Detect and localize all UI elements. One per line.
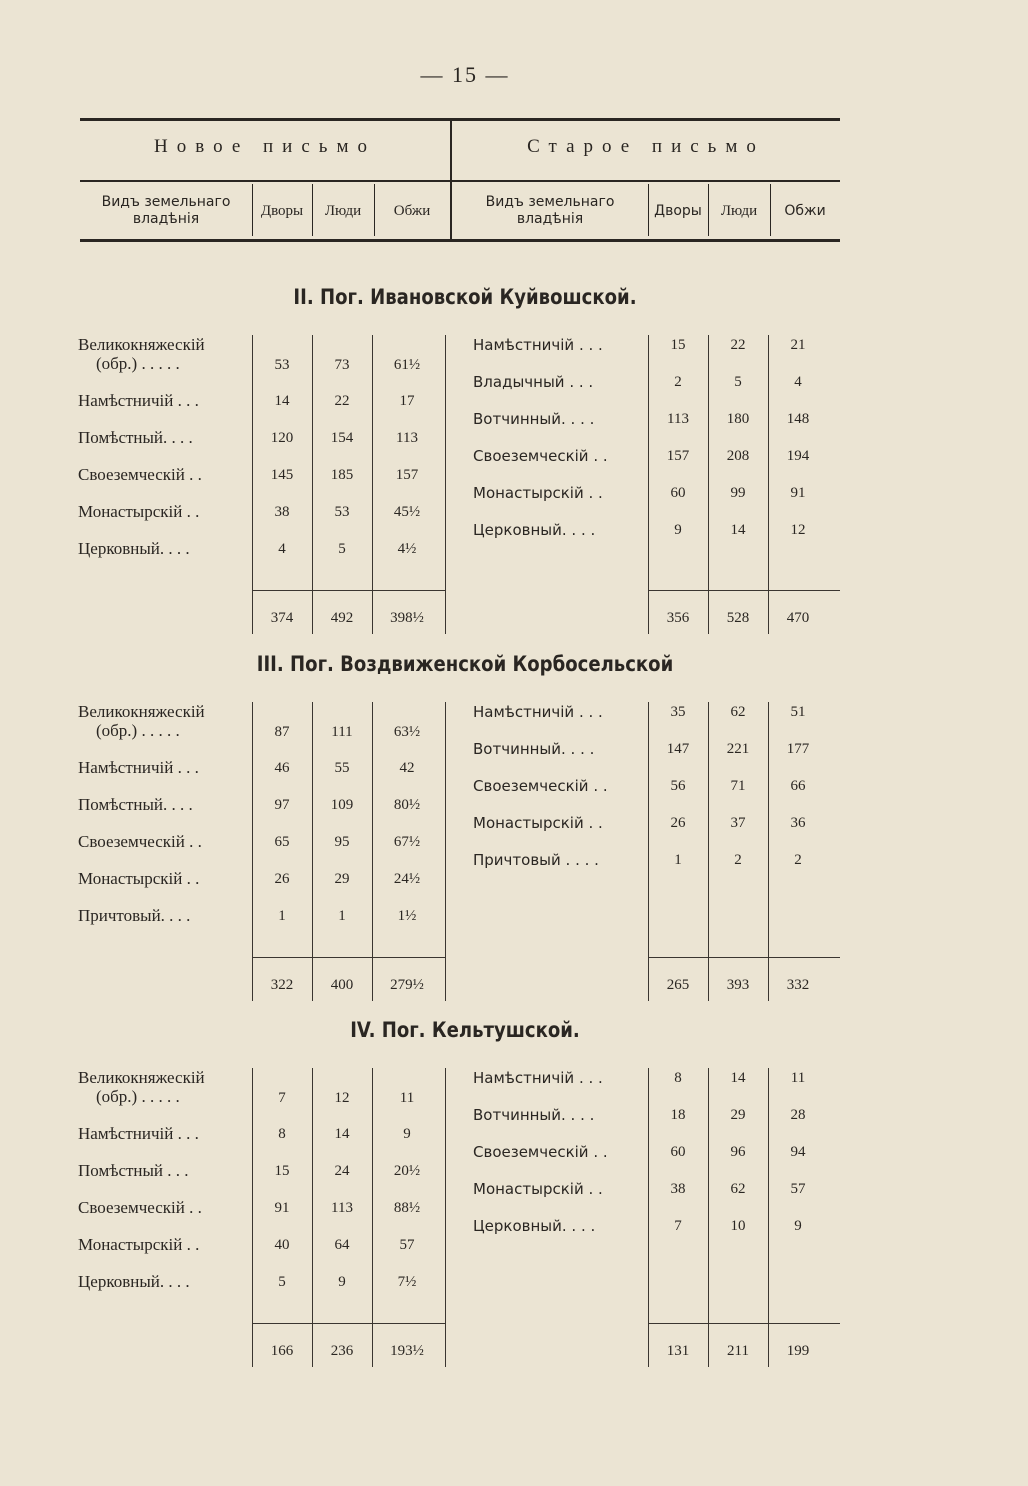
cell-lyudi: 96	[730, 1144, 746, 1160]
row-label: Намѣстничій . . .	[473, 1069, 603, 1087]
header-rule-top	[80, 118, 840, 121]
cell-obzhi: 2	[794, 852, 802, 868]
row-label: Своеземческій . .	[78, 1198, 202, 1217]
row-label: Великокняжескій	[78, 702, 205, 721]
cell-dvory: 8	[278, 1126, 286, 1142]
cell-obzhi: 11	[790, 1070, 806, 1086]
row-label: Церковный. . . .	[78, 539, 190, 558]
header-col-dvory: Дворы	[654, 202, 702, 219]
column-rule	[768, 335, 769, 634]
header-col-dvory: Дворы	[260, 202, 304, 219]
total-rule	[648, 957, 840, 958]
cell-lyudi: 14	[730, 1070, 746, 1086]
cell-obzhi: 67½	[393, 834, 421, 850]
cell-dvory: 113	[667, 411, 689, 427]
cell-dvory: 56	[670, 778, 686, 794]
cell-lyudi: 73	[334, 357, 350, 373]
cell-lyudi: 1	[338, 908, 346, 924]
cell-lyudi: 22	[730, 337, 746, 353]
cell-obzhi: 88½	[393, 1200, 421, 1216]
cell-obzhi: 20½	[393, 1163, 421, 1179]
cell-obzhi: 17	[399, 393, 415, 409]
row-label: Вотчинный. . . .	[473, 1106, 595, 1124]
cell-obzhi: 57	[399, 1237, 415, 1253]
row-label: Помѣстный. . . .	[78, 795, 193, 814]
section-title: IV. Пог. Кельтушской.	[350, 1018, 580, 1042]
row-label: Церковный. . . .	[78, 1272, 190, 1291]
row-label: Своеземческій . .	[473, 447, 608, 465]
column-rule	[312, 702, 313, 1001]
cell-dvory: 53	[274, 357, 290, 373]
cell-dvory: 26	[274, 871, 290, 887]
cell-dvory: 65	[274, 834, 290, 850]
cell-lyudi: 154	[330, 430, 354, 446]
cell-obzhi: 80½	[393, 797, 421, 813]
cell-obzhi: 28	[790, 1107, 806, 1123]
cell-obzhi: 66	[790, 778, 806, 794]
cell-dvory: 157	[666, 448, 690, 464]
cell-obzhi: 24½	[393, 871, 421, 887]
cell-dvory: 38	[670, 1181, 686, 1197]
header-rule-middle	[80, 180, 840, 182]
header-col-lyudi: Люди	[720, 202, 758, 219]
cell-lyudi: 62	[730, 704, 746, 720]
cell-dvory: 15	[274, 1163, 290, 1179]
row-label: Намѣстничій . . .	[78, 758, 199, 777]
cell-lyudi: 64	[334, 1237, 350, 1253]
row-label: Владычный . . .	[473, 373, 594, 391]
total-obzhi: 470	[786, 610, 810, 626]
total-lyudi: 528	[726, 610, 750, 626]
total-obzhi: 332	[786, 977, 810, 993]
total-dvory: 131	[666, 1343, 690, 1359]
section-table	[0, 335, 1028, 635]
cell-dvory: 1	[674, 852, 682, 868]
cell-lyudi: 95	[334, 834, 350, 850]
cell-lyudi: 99	[730, 485, 746, 501]
cell-dvory: 97	[274, 797, 290, 813]
cell-lyudi: 29	[730, 1107, 746, 1123]
total-lyudi: 492	[330, 610, 354, 626]
header-col-kind: Видъ земельнаго владѣнія	[101, 194, 231, 227]
column-rule	[648, 1068, 649, 1367]
cell-lyudi: 22	[334, 393, 350, 409]
row-label: Причтовый . . . .	[473, 851, 599, 869]
cell-lyudi: 180	[726, 411, 750, 427]
column-rule	[312, 335, 313, 634]
cell-dvory: 145	[270, 467, 294, 483]
cell-dvory: 5	[278, 1274, 286, 1290]
cell-obzhi: 94	[790, 1144, 806, 1160]
row-label: Монастырскій . .	[78, 869, 200, 888]
cell-lyudi: 9	[338, 1274, 346, 1290]
row-label: Монастырскій . .	[78, 1235, 200, 1254]
cell-lyudi: 24	[334, 1163, 350, 1179]
cell-obzhi: 4	[794, 374, 802, 390]
cell-dvory: 120	[270, 430, 294, 446]
header-col-obzhi: Обжи	[393, 202, 431, 219]
total-dvory: 322	[270, 977, 294, 993]
total-dvory: 166	[270, 1343, 294, 1359]
total-rule	[648, 1323, 840, 1324]
row-label: Монастырскій . .	[473, 484, 603, 502]
row-label: Своеземческій . .	[473, 777, 608, 795]
row-label: Своеземческій . .	[78, 465, 202, 484]
cell-obzhi: 12	[790, 522, 806, 538]
cell-dvory: 1	[278, 908, 286, 924]
cell-lyudi: 71	[730, 778, 746, 794]
cell-lyudi: 62	[730, 1181, 746, 1197]
cell-dvory: 9	[674, 522, 682, 538]
header-col-lyudi: Люди	[324, 202, 362, 219]
cell-lyudi: 10	[730, 1218, 746, 1234]
cell-lyudi: 185	[330, 467, 354, 483]
cell-obzhi: 9	[403, 1126, 411, 1142]
row-label: Намѣстничій . . .	[78, 1124, 199, 1143]
column-rule	[445, 1068, 446, 1367]
cell-lyudi: 2	[734, 852, 742, 868]
total-obzhi: 193½	[390, 1343, 424, 1359]
cell-dvory: 147	[666, 741, 690, 757]
cell-obzhi: 42	[399, 760, 415, 776]
column-rule	[708, 702, 709, 1001]
row-label: Причтовый. . . .	[78, 906, 191, 925]
cell-lyudi: 55	[334, 760, 350, 776]
row-label: Монастырскій . .	[473, 814, 603, 832]
cell-dvory: 8	[674, 1070, 682, 1086]
cell-obzhi: 11	[399, 1090, 415, 1106]
column-rule	[445, 702, 446, 1001]
row-label: Вотчинный. . . .	[473, 740, 595, 758]
column-rule	[445, 335, 446, 634]
cell-lyudi: 5	[734, 374, 742, 390]
total-lyudi: 211	[727, 1343, 749, 1359]
cell-obzhi: 61½	[393, 357, 421, 373]
cell-dvory: 38	[274, 504, 290, 520]
section-title: III. Пог. Воздвиженской Корбосельской	[256, 652, 674, 676]
column-rule	[252, 1068, 253, 1367]
row-label: Намѣстничій . . .	[78, 391, 199, 410]
total-dvory: 265	[666, 977, 690, 993]
column-rule	[648, 702, 649, 1001]
row-label: (обр.) . . . . .	[96, 1087, 180, 1106]
cell-lyudi: 37	[730, 815, 746, 831]
cell-obzhi: 45½	[393, 504, 421, 520]
row-label: (обр.) . . . . .	[96, 721, 180, 740]
cell-obzhi: 4½	[397, 541, 417, 557]
cell-lyudi: 5	[338, 541, 346, 557]
cell-obzhi: 148	[786, 411, 810, 427]
section-title: II. Пог. Ивановской Куйвошской.	[293, 285, 637, 309]
section-table	[0, 1068, 1028, 1368]
cell-lyudi: 12	[334, 1090, 350, 1106]
column-rule	[312, 1068, 313, 1367]
cell-lyudi: 53	[334, 504, 350, 520]
cell-lyudi: 111	[331, 724, 353, 740]
cell-dvory: 15	[670, 337, 686, 353]
row-label: Помѣстный. . . .	[78, 428, 193, 447]
cell-dvory: 40	[274, 1237, 290, 1253]
total-lyudi: 400	[330, 977, 354, 993]
total-rule	[252, 957, 445, 958]
cell-lyudi: 221	[726, 741, 750, 757]
cell-dvory: 7	[674, 1218, 682, 1234]
row-label: Великокняжескій	[78, 1068, 205, 1087]
cell-obzhi: 36	[790, 815, 806, 831]
cell-obzhi: 57	[790, 1181, 806, 1197]
cell-obzhi: 51	[790, 704, 806, 720]
header-old-letter: Старое письмо	[527, 136, 765, 157]
cell-obzhi: 157	[395, 467, 419, 483]
total-lyudi: 393	[726, 977, 750, 993]
header-col-obzhi: Обжи	[784, 202, 826, 219]
header-new-letter: Новое письмо	[154, 136, 376, 157]
row-label: Церковный. . . .	[473, 1217, 596, 1235]
column-rule	[768, 1068, 769, 1367]
cell-obzhi: 1½	[397, 908, 417, 924]
cell-dvory: 7	[278, 1090, 286, 1106]
column-rule	[648, 335, 649, 634]
column-rule	[372, 1068, 373, 1367]
row-label: Великокняжескій	[78, 335, 205, 354]
column-rule	[708, 1068, 709, 1367]
cell-dvory: 87	[274, 724, 290, 740]
cell-dvory: 2	[674, 374, 682, 390]
cell-obzhi: 9	[794, 1218, 802, 1234]
cell-lyudi: 14	[730, 522, 746, 538]
total-lyudi: 236	[330, 1343, 354, 1359]
cell-dvory: 60	[670, 1144, 686, 1160]
row-label: Помѣстный . . .	[78, 1161, 189, 1180]
cell-obzhi: 177	[786, 741, 810, 757]
total-obzhi: 398½	[390, 610, 424, 626]
row-label: Монастырскій . .	[78, 502, 200, 521]
cell-obzhi: 194	[786, 448, 810, 464]
cell-dvory: 91	[274, 1200, 290, 1216]
cell-dvory: 18	[670, 1107, 686, 1123]
cell-lyudi: 208	[726, 448, 750, 464]
row-label: Церковный. . . .	[473, 521, 596, 539]
column-rule	[768, 702, 769, 1001]
cell-obzhi: 21	[790, 337, 806, 353]
cell-lyudi: 109	[330, 797, 354, 813]
row-label: (обр.) . . . . .	[96, 354, 180, 373]
total-rule	[648, 590, 840, 591]
cell-dvory: 46	[274, 760, 290, 776]
cell-lyudi: 14	[334, 1126, 350, 1142]
header-col-kind: Видъ земельнаго владѣнія	[485, 194, 615, 227]
section-table	[0, 702, 1028, 1002]
total-dvory: 356	[666, 610, 690, 626]
cell-lyudi: 29	[334, 871, 350, 887]
row-label: Намѣстничій . . .	[473, 336, 603, 354]
cell-dvory: 14	[274, 393, 290, 409]
total-rule	[252, 590, 445, 591]
header-rule-bottom	[80, 239, 840, 242]
row-label: Монастырскій . .	[473, 1180, 603, 1198]
column-rule	[372, 335, 373, 634]
page-number: — 15 —	[420, 62, 510, 87]
cell-obzhi: 7½	[397, 1274, 417, 1290]
cell-dvory: 35	[670, 704, 686, 720]
row-label: Своеземческій . .	[78, 832, 202, 851]
cell-dvory: 4	[278, 541, 286, 557]
cell-obzhi: 113	[396, 430, 418, 446]
row-label: Своеземческій . .	[473, 1143, 608, 1161]
table-header	[80, 118, 840, 242]
column-rule	[252, 702, 253, 1001]
total-rule	[252, 1323, 445, 1324]
total-obzhi: 199	[786, 1343, 810, 1359]
column-rule	[708, 335, 709, 634]
cell-obzhi: 63½	[393, 724, 421, 740]
column-rule	[252, 335, 253, 634]
cell-dvory: 26	[670, 815, 686, 831]
cell-dvory: 60	[670, 485, 686, 501]
column-rule	[372, 702, 373, 1001]
cell-obzhi: 91	[790, 485, 806, 501]
cell-lyudi: 113	[331, 1200, 353, 1216]
row-label: Вотчинный. . . .	[473, 410, 595, 428]
total-obzhi: 279½	[390, 977, 424, 993]
total-dvory: 374	[270, 610, 294, 626]
row-label: Намѣстничій . . .	[473, 703, 603, 721]
